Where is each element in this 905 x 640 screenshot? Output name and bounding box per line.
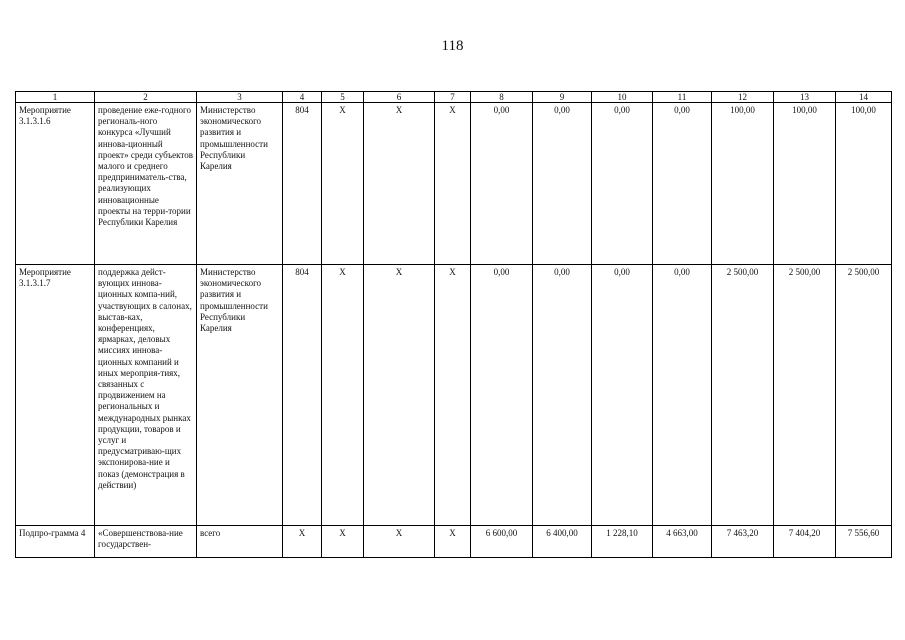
header-cell: 5: [322, 92, 364, 103]
code-cell: Х: [364, 526, 435, 558]
code-cell: Х: [435, 526, 471, 558]
amount-cell: 100,00: [712, 103, 774, 265]
header-cell: 7: [435, 92, 471, 103]
header-cell: 8: [471, 92, 533, 103]
header-cell: 3: [197, 92, 283, 103]
header-cell: 1: [16, 92, 95, 103]
measure-name-cell: Мероприятие 3.1.3.1.6: [16, 103, 95, 265]
code-cell: Х: [364, 103, 435, 265]
measure-description-cell: поддержка дейст-вующих иннова-ционных компа-ний, участвующих в салонах, выстав-ках, конференциях, ярмарках, деловых миссиях иннова-ционных компаний и иных мероприя-тиях, связанных с продвижением на региональных и международных рынках продукции, товаров и услуг и предусматриваю-щих экспонирова-ние и показ (демонстрация в действии): [95, 265, 197, 526]
header-cell: 11: [653, 92, 712, 103]
amount-cell: 6 400,00: [533, 526, 592, 558]
responsible-executor-cell: Министерство экономического развития и промышленности Республики Карелия: [197, 103, 283, 265]
measure-name-cell: Мероприятие 3.1.3.1.7: [16, 265, 95, 526]
amount-cell: 0,00: [471, 103, 533, 265]
amount-cell: 0,00: [592, 103, 653, 265]
subprogram-name-cell: Подпро-грамма 4: [16, 526, 95, 558]
subprogram-title-cell: «Совершенствова-ние государствен-: [95, 526, 197, 558]
header-cell: 13: [774, 92, 836, 103]
table-row: [16, 103, 892, 265]
amount-cell: 0,00: [653, 103, 712, 265]
header-cell: 14: [836, 92, 892, 103]
header-cell: 10: [592, 92, 653, 103]
code-cell: 804: [283, 103, 322, 265]
code-cell: Х: [435, 103, 471, 265]
table-row: [16, 265, 892, 526]
code-cell: Х: [283, 526, 322, 558]
amount-cell: 1 228,10: [592, 526, 653, 558]
amount-cell: 7 404,20: [774, 526, 836, 558]
header-cell: 6: [364, 92, 435, 103]
amount-cell: 4 663,00: [653, 526, 712, 558]
amount-cell: 0,00: [471, 265, 533, 526]
page-number: 118: [441, 38, 464, 54]
amount-cell: 2 500,00: [774, 265, 836, 526]
header-cell: 12: [712, 92, 774, 103]
header-cell: 9: [533, 92, 592, 103]
amount-cell: 7 463,20: [712, 526, 774, 558]
code-cell: Х: [322, 526, 364, 558]
amount-cell: 100,00: [836, 103, 892, 265]
program-table: [15, 91, 892, 558]
code-cell: 804: [283, 265, 322, 526]
amount-cell: 0,00: [653, 265, 712, 526]
amount-cell: 0,00: [533, 265, 592, 526]
amount-cell: 2 500,00: [712, 265, 774, 526]
amount-cell: 6 600,00: [471, 526, 533, 558]
header-cell: 2: [95, 92, 197, 103]
responsible-executor-cell: всего: [197, 526, 283, 558]
code-cell: Х: [322, 103, 364, 265]
header-row: [16, 92, 892, 103]
code-cell: Х: [364, 265, 435, 526]
code-cell: Х: [435, 265, 471, 526]
measure-description-cell: проведение еже-годного региональ-ного конкурса «Лучший иннова-ционный проект» среди субъектов малого и среднего предприниматель-ства, реализующих инновационные проекты на терри-тории Республики Карелия: [95, 103, 197, 265]
responsible-executor-cell: Министерство экономического развития и промышленности Республики Карелия: [197, 265, 283, 526]
amount-cell: 100,00: [774, 103, 836, 265]
amount-cell: 0,00: [592, 265, 653, 526]
code-cell: Х: [322, 265, 364, 526]
amount-cell: 7 556,60: [836, 526, 892, 558]
amount-cell: 0,00: [533, 103, 592, 265]
header-cell: 4: [283, 92, 322, 103]
table-row: [16, 526, 892, 558]
amount-cell: 2 500,00: [836, 265, 892, 526]
